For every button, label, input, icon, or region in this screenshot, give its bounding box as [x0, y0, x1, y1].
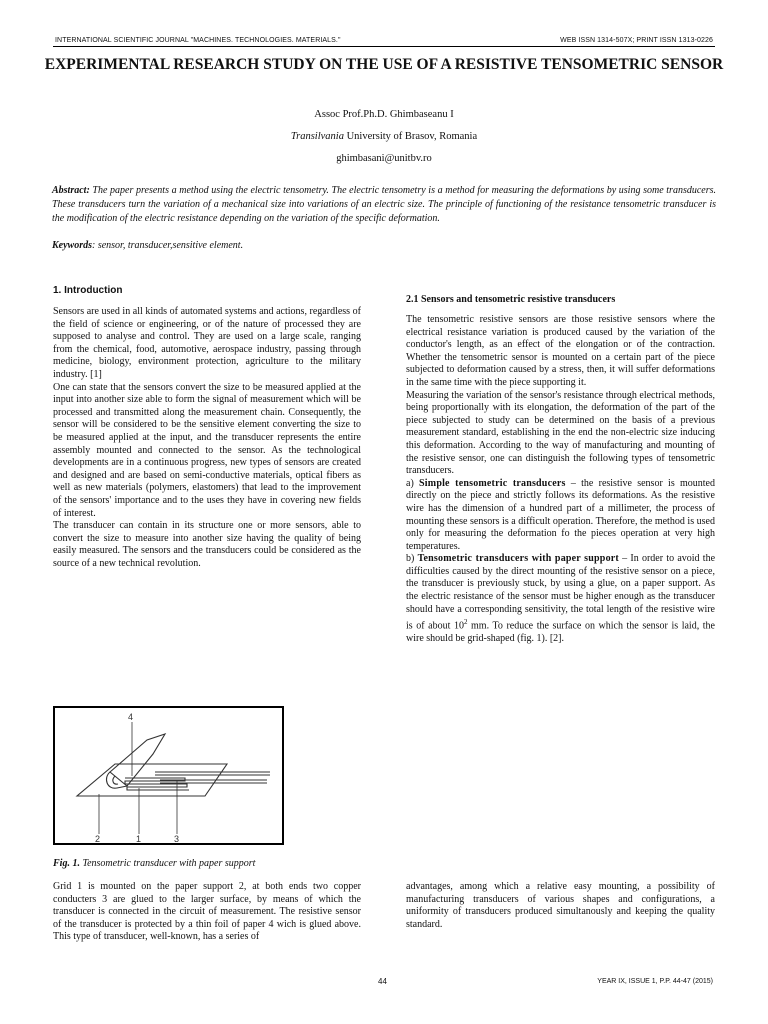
intro-heading: 1. Introduction	[53, 285, 123, 296]
affiliation-rest: University of Brasov, Romania	[343, 131, 478, 142]
figure-caption-text: Tensometric transducer with paper support	[79, 858, 256, 869]
type-b-title: Tensometric transducers with paper support	[417, 553, 619, 565]
keywords-label: Keywords	[52, 240, 92, 251]
foil-curl-shape	[106, 772, 127, 788]
bottom-left-body	[53, 881, 361, 944]
author: Assoc Prof.Ph.D. Ghimbaseanu I	[314, 109, 454, 120]
issue-footer: YEAR IX, ISSUE 1, P.P. 44-47 (2015)	[597, 978, 713, 985]
section-paragraph-1: The tensometric resistive sensors are those resistive sensors where the electrical resistance variation is produced caused by the variation of the conductor's length, as an effect of the elongation or of the contraction. Whether the tensometric sensor is mounted on a certain part of the piece subjected to deformation caused by a stress, then, it will suffer deformations in the same time with the piece supporting it.	[406, 314, 715, 388]
figure-caption	[53, 858, 255, 869]
affiliation	[0, 131, 768, 142]
transducer-drawing	[55, 708, 282, 843]
abstract-label: Abstract:	[52, 185, 90, 196]
page-number: 44	[378, 977, 387, 986]
figure-label-1: 1	[136, 834, 142, 843]
intro-body	[53, 306, 361, 570]
type-b-text-1: – In order to avoid the difficulties caused by the direct mounting of the resistive sensor on a piece, the transducer is previously stuck, by using a glue, on a paper support. As the electric resistance of the sensor must be higher enough as the transducer should have a corresponding sensitivity, the total length of the resistive wire is of about 10	[406, 553, 716, 632]
type-b-text-2: mm. To reduce the surface on which the sensor is laid, the wire should be grid-shaped (fig. 1). [2].	[406, 620, 715, 645]
type-b-superscript: 2	[463, 618, 468, 627]
intro-paragraph-1: Sensors are used in all kinds of automated systems and actions, regardless of the field of science or engineering, or of the nature of processed they are supposed to analyse and control. They are used on a large scale, ranging from the chemical, food, automotive, aerospace industry, passing through medicine, biology, environment protection, agriculture to the military industry. [1]	[53, 306, 361, 380]
type-a-text: – the resistive sensor is mounted directly on the piece and strictly follows its deformations. As the resistive wire has the dimension of a hundred part of a millimeter, the process of mounting these sensors is a difficult operation. Therefore, the method is used only for measuring the deformation fo the pieces operation at very high temperatures.	[406, 477, 715, 552]
type-a-paragraph	[406, 478, 715, 554]
bottom-right-paragraph: advantages, among which a relative easy mounting, a possibility of manufacturing transducers of various shapes and configurations, a uniformity of transducers produced simultanously and keeping the quality standard.	[406, 881, 715, 930]
figure-label-4: 4	[128, 712, 134, 722]
intro-paragraph-2: One can state that the sensors convert the size to be measured applied at the input into another size able to form the signal of measurement which will be processed and transmitted along the measurement chain. Consequently, the sensor will be considered to be the sensitive element converting the size to be measured applied at the input, and the transducer represents the entire assembly mounted and connected to the sensor. As the technological developments are in a continuous progress, new types of sensors are created and designed and are based on semi-conductive materials, optical fibers as well as new materials (polymers, elastomers) that lead to the improvement of the sensors' importance and to the uses they have in covering new fields of interest.	[53, 381, 361, 519]
bottom-left-paragraph: Grid 1 is mounted on the paper support 2, at both ends two copper conducters 3 are glued to the larger surface, by means of which the transducer is connected in the circuit of measurement. The resistive sensor of the transducer is protected by a thin foil of paper 4 wich is glued above. This type of transducer, well-known, has a series of	[53, 881, 361, 943]
bottom-right-body	[406, 881, 715, 931]
abstract-text: The paper presents a method using the electric tensometry. The electric tensometry is a method for measuring the deformations by using some transducers. These transducers turn the variation of a mechanical size into variations of an electric size. The principle of functioning of the resistance tensometric transducer is the modification of the electric resistance depending on the variation of the specific deformation.	[52, 185, 716, 224]
figure-1	[53, 706, 284, 845]
figure-label-2: 2	[95, 834, 101, 843]
issn-header: WEB ISSN 1314-507X; PRINT ISSN 1313-0226	[560, 37, 713, 44]
affiliation-italic: Transilvania	[290, 131, 344, 142]
intro-paragraph-3: The transducer can contain in its structure one or more sensors, able to convert the size to measure into another size having the quality of being easily measured. The sensors and the transducers could be considered as the source of a new technical revolution.	[53, 520, 361, 569]
type-b-paragraph	[406, 553, 715, 645]
paper-title: EXPERIMENTAL RESEARCH STUDY ON THE USE OF A RESISTIVE TENSOMETRIC SENSOR	[44, 56, 724, 73]
type-b-prefix: b)	[406, 553, 418, 565]
email: ghimbasani@unitbv.ro	[336, 153, 432, 164]
header-rule	[53, 46, 715, 47]
keywords	[52, 240, 716, 251]
section-2-1-body	[406, 314, 715, 646]
type-a-prefix: a)	[406, 477, 420, 489]
keywords-text: : sensor, transducer,sensitive element.	[92, 240, 244, 251]
abstract	[52, 184, 716, 226]
type-a-title: Simple tensometric transducers	[419, 477, 566, 489]
figure-caption-label: Fig. 1.	[53, 858, 80, 869]
section-paragraph-2: Measuring the variation of the sensor's resistance through electrical methods, being proportionally with its elongation, the deformation of the part of the piece subjected to study can be determined on the basis of a previous measurement standard, establishing in the end the non-electric size inducing this deformation. According to the way of manufacturing and mounting of the resistive sensor, one can distinguish the following types of tensometric transducers.	[406, 389, 715, 477]
figure-label-3: 3	[174, 834, 180, 843]
journal-header: INTERNATIONAL SCIENTIFIC JOURNAL "MACHINES. TECHNOLOGIES. MATERIALS."	[55, 37, 341, 44]
section-2-1-heading: 2.1 Sensors and tensometric resistive transducers	[406, 294, 616, 305]
